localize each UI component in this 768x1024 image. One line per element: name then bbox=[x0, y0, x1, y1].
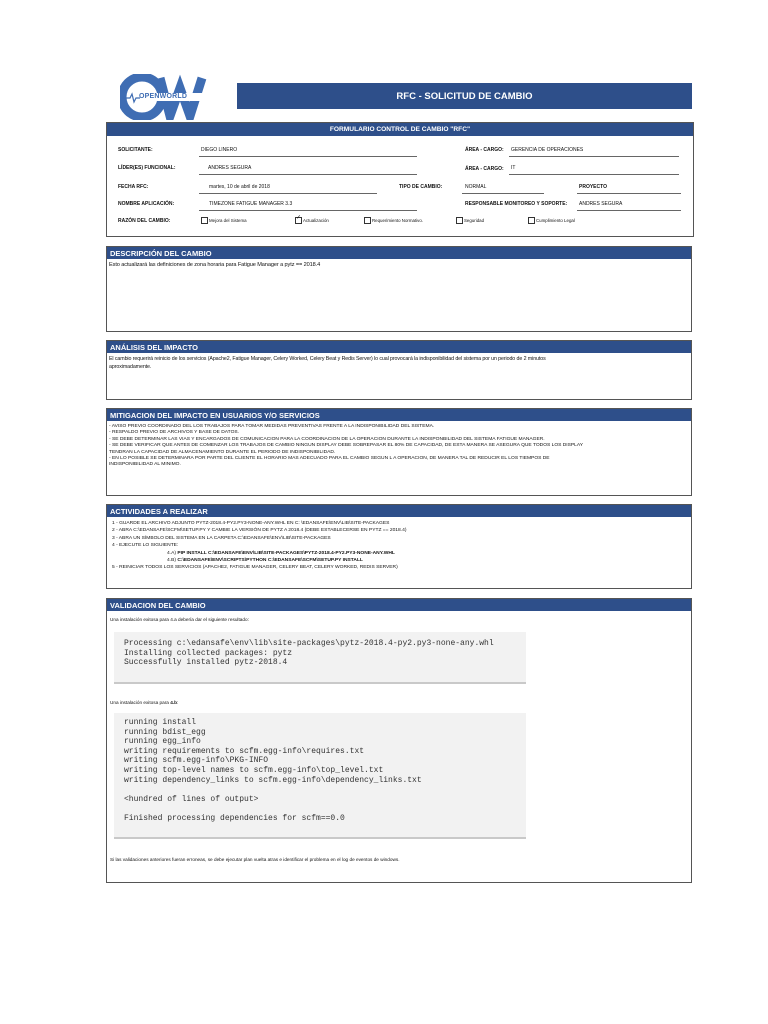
mejora-label: Mejora del Sistema bbox=[209, 218, 247, 223]
actividades-header: ACTIVIDADES A REALIZAR bbox=[107, 505, 691, 517]
validacion-header: VALIDACION DEL CAMBIO bbox=[107, 599, 691, 611]
app-value[interactable]: TIMEZONE FATIGUE MANAGER 3.3 bbox=[209, 201, 293, 207]
solicitante-value[interactable]: DIEGO LINERO bbox=[201, 147, 238, 153]
responsable-value[interactable]: ANDRES SEGURA bbox=[579, 201, 623, 207]
terminal-line bbox=[124, 785, 526, 795]
analisis-header: ANÁLISIS DEL IMPACTO bbox=[107, 341, 691, 353]
fecha-label: FECHA RFC: bbox=[118, 184, 149, 190]
analisis-line-1: El cambio requerirá reinicio de los servicios (Apache2, Fatigue Manager, Celery Worked, Celery Beat y Redis Server) lo cual provocará la indisponibilidad del sistema por un periodo de 2 minutos bbox=[109, 356, 546, 362]
terminal-line: writing requirements to scfm.egg-info\requires.txt bbox=[124, 746, 365, 756]
mitigacion-line: INDISPONIBILIDAD AL MINIMO. bbox=[109, 462, 181, 468]
validacion-footer: Si las validaciones anteriores fueran erroneas, se debe ejecutar plan vuelta atras e identificar el problema en el log de eventos de windows. bbox=[110, 857, 400, 862]
terminal-line: Installing collected packages: pytz bbox=[124, 648, 293, 658]
analisis-line-2: aproximadamente. bbox=[109, 364, 152, 370]
intro-b-prefix: Una instalación exitosa para bbox=[110, 700, 171, 705]
validacion-intro-a: Una instalación exitosa para 4.a debería dar el siguiente resultado: bbox=[110, 617, 249, 622]
terminal-line: running egg_info bbox=[124, 737, 201, 747]
terminal-line bbox=[124, 804, 526, 814]
analisis-text[interactable] bbox=[109, 355, 688, 371]
mitigacion-text[interactable] bbox=[109, 424, 688, 469]
analisis-section bbox=[106, 340, 692, 400]
fecha-value[interactable]: martes, 10 de abril de 2018 bbox=[209, 184, 270, 190]
area1-value[interactable]: GERENCIA DE OPERACIONES bbox=[511, 147, 584, 153]
razon-option-mejora[interactable] bbox=[201, 217, 247, 224]
logo-wordmark: OPENWORLD bbox=[139, 93, 188, 100]
actividad-line: 2 - ABRA C:\EDANSAFE\SCFM\SETUP.PY Y CAMBIE LA VERSIÓN DE PYTZ A 2018.4 (DEBE ESTABLECERSE EN PYTZ == 2018.4) bbox=[112, 528, 407, 534]
mitigacion-line: - SE DEBE VERIFICAR QUE ANTES DE COMENZAR LOS TRABAJOS DE CAMBIO NINGUN DISPLAY DEBE SOBREPASAR EL 80% DE CAPACIDAD, DE ESTA MANERA SE ASEGURA QUE TODOS LOS DISPLAY bbox=[109, 443, 584, 449]
razon-option-seguridad[interactable] bbox=[456, 217, 484, 224]
actividad-line: 4 - EJECUTE LO SIGUIENTE: bbox=[112, 543, 179, 549]
step-4a-command: PIP INSTALL C:\EDANSAFE\ENV\LIB\SITE-PACKAGES\PYTZ-2018.4-PY2.PY3-NONE-ANY.WHL bbox=[177, 550, 395, 556]
razon-label: RAZÓN DEL CAMBIO: bbox=[118, 218, 171, 224]
mitigacion-line: - AVISO PREVIO COORDINADO DEL LOS TRABAJOS PARA TOMAR MEDIDAS PREVENTIVAS FRENTE A LA INDISPONIBILIDAD DEL SISTEMA. bbox=[109, 424, 435, 429]
actualizacion-label: Actualización bbox=[303, 218, 329, 223]
responsable-underline bbox=[577, 210, 681, 211]
terminal-line: writing scfm.egg-info\PKG-INFO bbox=[124, 756, 269, 766]
cumplimiento-label: Cumplimiento Legal bbox=[536, 218, 575, 223]
mitigacion-line: - RESPALDO PREVIO DE ARCHIVOS Y BASE DE DATOS. bbox=[109, 430, 240, 436]
mitigacion-line: TENDRAN LA CAPACIDAD DE ALMACENAMIENTO DURANTE EL PERIODO DE INDISPONIBILIDAD. bbox=[109, 449, 336, 455]
razon-option-actualizacion[interactable] bbox=[295, 217, 329, 224]
step-4a-prefix: 4.A) bbox=[167, 550, 178, 556]
tipo-underline bbox=[462, 193, 544, 194]
tipo-label: TIPO DE CAMBIO: bbox=[399, 184, 443, 190]
requerimiento-label: Requerimiento Normativo. bbox=[372, 218, 424, 223]
intro-b-suffix: : bbox=[176, 700, 179, 705]
terminal-output-a[interactable] bbox=[114, 632, 526, 684]
responsable-label: RESPONSABLE MONITOREO Y SOPORTE: bbox=[465, 201, 568, 207]
lider-value[interactable]: ANDRES SEGURA bbox=[208, 165, 252, 171]
descripcion-text[interactable]: Esto actualizará las definiciones de zona horaria para Fatigue Manager a pytz == 2018.4 bbox=[109, 262, 321, 268]
terminal-line: Finished processing dependencies for scfm==0.0 bbox=[124, 813, 345, 823]
mitigacion-section bbox=[106, 408, 692, 496]
area1-underline bbox=[509, 156, 679, 157]
terminal-line: writing dependency_links to scfm.egg-info\dependency_links.txt bbox=[124, 775, 422, 785]
terminal-line: Processing c:\edansafe\env\lib\site-packages\pytz-2018.4-py2.py3-none-any.whl bbox=[124, 639, 494, 648]
requerimiento-checkbox[interactable] bbox=[364, 217, 371, 224]
actividad-step-4a bbox=[112, 550, 688, 557]
seguridad-checkbox[interactable] bbox=[456, 217, 463, 224]
descripcion-section bbox=[106, 246, 692, 332]
terminal-line: <hundred of lines of output> bbox=[124, 794, 259, 804]
actividades-text[interactable] bbox=[112, 520, 688, 572]
area2-value[interactable]: IT bbox=[511, 165, 516, 171]
proyecto-label: PROYECTO bbox=[579, 184, 607, 190]
razon-option-requerimiento[interactable] bbox=[364, 217, 423, 224]
validacion-intro-b bbox=[110, 700, 178, 705]
fecha-underline bbox=[199, 193, 377, 194]
descripcion-header: DESCRIPCIÓN DEL CAMBIO bbox=[107, 247, 691, 259]
terminal-line: Successfully installed pytz-2018.4 bbox=[124, 658, 288, 668]
cumplimiento-checkbox[interactable] bbox=[528, 217, 535, 224]
form-control-box bbox=[106, 122, 694, 237]
lider-underline bbox=[199, 174, 417, 175]
mitigacion-line: - SE DEBE DETERMINAR LAS VIAS Y ENCARGADOS DE COMUNICACION PARA LA COORDINACION DE LA OPERACION DURANTE LA INDISPONBILIDAD DEL SISTEMA FATIGUE MANAGER. bbox=[109, 436, 545, 442]
check-mark-icon: ✓ bbox=[296, 215, 302, 221]
step-4b-prefix: 4.B) bbox=[167, 558, 178, 564]
actividad-line: 3 - ABRA UN SÍMBOLO DEL SISTEMA EN LA CARPETA C:\EDANSAFE\ENV\LIB\SITE-PACKAGES bbox=[112, 535, 331, 541]
openworld-logo bbox=[120, 74, 212, 120]
form-header: FORMULARIO CONTROL DE CAMBIO "RFC" bbox=[107, 123, 693, 136]
lider-label: LÍDER(ES) FUNCIONAL: bbox=[118, 165, 176, 171]
page-title: RFC - SOLICITUD DE CAMBIO bbox=[237, 83, 692, 109]
actividad-step-4b bbox=[112, 557, 688, 564]
actividades-section bbox=[106, 504, 692, 589]
solicitante-underline bbox=[199, 156, 417, 157]
seguridad-label: Seguridad bbox=[464, 218, 485, 223]
actividad-line: 1 - GUARDE EL ARCHIVO ADJUNTO PYTZ-2018.4-PY2.PY3-NONE-ANY.WHL EN C: \EDANSAFE\ENV\LIB\SITE-PACKAGES bbox=[112, 521, 390, 526]
terminal-line: running bdist_egg bbox=[124, 727, 206, 737]
terminal-line: writing top-level names to scfm.egg-info\top_level.txt bbox=[124, 765, 384, 775]
app-label: NOMBRE APLICACIÓN: bbox=[118, 201, 175, 207]
actividad-line: 5 - REINICIAR TODOS LOS SERVICIOS (APACHE2, FATIGUE MANAGER, CELERY BEAT, CELERY WORKED, REDIS SERVER) bbox=[112, 565, 398, 571]
app-underline bbox=[199, 210, 417, 211]
terminal-output-b[interactable] bbox=[114, 713, 526, 839]
mitigacion-line: - EN LO POSIBLE SE DETERMINARA POR PARTE DEL CLIENTE EL HORARIO MAS ADECUADO PARA EL CAMBIO SEGUN L A OPERACION, DE MANERA TAL DE REDUCIR EL LOS TIEMPOS DE bbox=[109, 456, 550, 462]
solicitante-label: SOLICITANTE: bbox=[118, 147, 153, 153]
intro-b-bold: 4.b bbox=[170, 700, 177, 705]
actualizacion-checkbox[interactable] bbox=[295, 217, 302, 224]
mitigacion-header: MITIGACION DEL IMPACTO EN USUARIOS Y/O SERVICIOS bbox=[107, 409, 691, 421]
proyecto-underline bbox=[577, 193, 681, 194]
tipo-value[interactable]: NORMAL bbox=[465, 184, 487, 190]
mejora-checkbox[interactable] bbox=[201, 217, 208, 224]
area2-label: ÁREA - CARGO: bbox=[465, 166, 504, 172]
razon-option-cumplimiento[interactable] bbox=[528, 217, 575, 224]
terminal-line: running install bbox=[124, 718, 197, 727]
step-4b-command: C:\EDANSAFE\ENV\SCRIPTS\PYTHON C:\EDANSAFE\SCFM\SETUP.PY INSTALL bbox=[177, 558, 363, 564]
area2-underline bbox=[509, 174, 679, 175]
area1-label: ÁREA - CARGO: bbox=[465, 147, 504, 153]
